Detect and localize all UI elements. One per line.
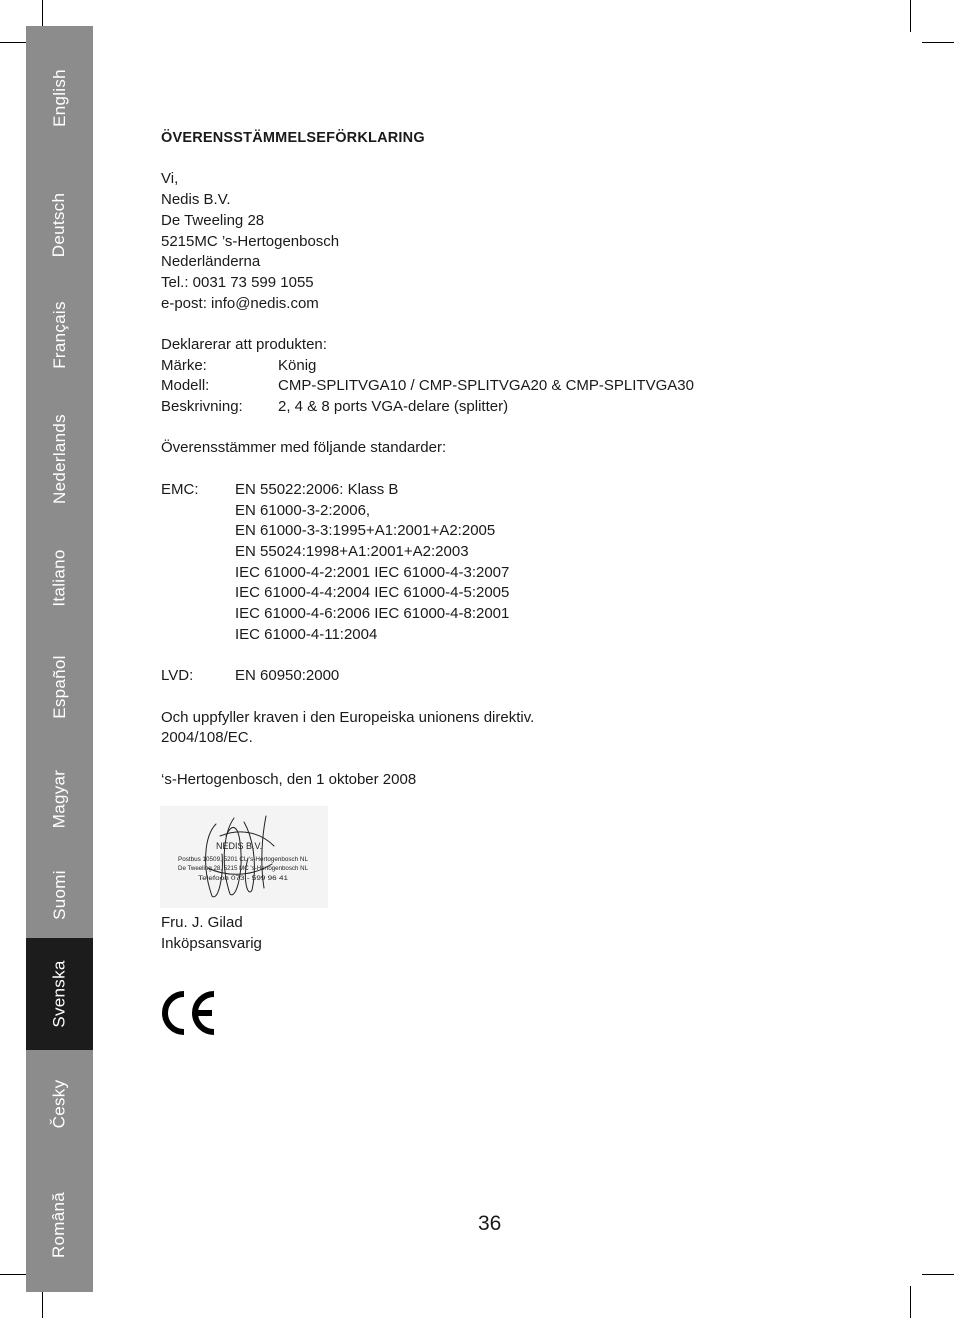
language-sidebar: [26, 26, 93, 1292]
tab-label: Suomi: [49, 870, 69, 920]
stamp-company: NEDIS B.V.: [216, 841, 263, 851]
emc-standard: EN 61000-3-3:1995+A1:2001+A2:2005: [235, 522, 496, 540]
tab-label: Magyar: [49, 769, 69, 829]
product-description-row: [161, 397, 861, 418]
address-line: Nederländerna: [161, 253, 261, 271]
directive-number: 2004/108/EC.: [161, 729, 253, 747]
emc-standard: IEC 61000-4-11:2004: [235, 625, 378, 643]
tab-svenska[interactable]: [26, 938, 93, 1050]
tab-english[interactable]: [26, 26, 93, 169]
lvd-row: [161, 666, 861, 687]
address-line: Vi,: [161, 170, 179, 188]
description-value: 2, 4 & 8 ports VGA-delare (splitter): [278, 398, 509, 416]
address-line: Nedis B.V.: [161, 191, 231, 209]
page-number: 36: [478, 1212, 502, 1235]
tab-label: English: [49, 68, 69, 127]
emc-standard: EN 55022:2006: Klass B: [235, 480, 399, 498]
emc-standard: IEC 61000-4-4:2004 IEC 61000-4-5:2005: [235, 584, 510, 602]
tab-francais[interactable]: [26, 280, 93, 390]
tab-label: Česky: [49, 1079, 69, 1129]
signature-stamp: [160, 806, 328, 908]
tab-label: Français: [49, 301, 69, 369]
lvd-label: LVD:: [161, 667, 194, 685]
tab-label: Nederlands: [49, 414, 69, 504]
emc-standard: IEC 61000-4-6:2006 IEC 61000-4-8:2001: [235, 605, 510, 623]
tab-magyar[interactable]: [26, 746, 93, 852]
declaration-document: [161, 128, 861, 790]
tab-label: Svenska: [49, 960, 69, 1028]
tab-nederlands[interactable]: [26, 390, 93, 528]
crop-mark: [922, 1274, 954, 1275]
tab-romana[interactable]: [26, 1158, 93, 1292]
tab-label: Română: [49, 1191, 69, 1259]
stamp-line: Telefoon 073 - 599 96 41: [198, 875, 289, 882]
product-intro: Deklarerar att produkten:: [161, 336, 327, 353]
tab-label: Español: [49, 655, 69, 719]
address-line: 5215MC ’s-Hertogenbosch: [161, 232, 340, 250]
crop-mark: [910, 1286, 911, 1318]
tab-espanol[interactable]: [26, 628, 93, 746]
model-label: Modell:: [161, 377, 210, 395]
description-label: Beskrivning:: [161, 398, 243, 416]
crop-mark: [910, 0, 911, 32]
emc-label: EMC:: [161, 480, 199, 498]
document-title: ÖVERENSSTÄMMELSEFÖRKLARING: [161, 130, 425, 146]
tab-italiano[interactable]: [26, 528, 93, 628]
signature-image: [160, 806, 328, 908]
emc-standard: EN 61000-3-2:2006,: [235, 501, 371, 519]
signer-title: Inköpsansvarig: [161, 934, 262, 952]
address-line: De Tweeling 28: [161, 211, 265, 229]
lvd-standard: EN 60950:2000: [235, 667, 340, 685]
tab-label: Deutsch: [49, 192, 69, 257]
tab-cesky[interactable]: [26, 1050, 93, 1158]
tab-deutsch[interactable]: [26, 169, 93, 280]
brand-label: Märke:: [161, 356, 207, 374]
product-brand-row: [161, 356, 861, 377]
place-date: ‘s-Hertogenbosch, den 1 oktober 2008: [161, 770, 417, 788]
tab-label: Italiano: [49, 549, 69, 607]
address-line: Tel.: 0031 73 599 1055: [161, 273, 314, 291]
emc-row: [161, 480, 861, 501]
signer-block: [161, 913, 262, 954]
crop-mark: [922, 42, 954, 43]
directive-text: Och uppfyller kraven i den Europeiska unionens direktiv.: [161, 708, 535, 726]
model-value: CMP-SPLITVGA10 / CMP-SPLITVGA20 & CMP-SPLITVGA30: [278, 377, 694, 395]
address-line: e-post: info@nedis.com: [161, 294, 319, 312]
stamp-line: Postbus 10509, 5201 CL 's-Hertogenbosch NL: [178, 856, 309, 863]
tab-suomi[interactable]: [26, 852, 93, 938]
brand-value: König: [278, 356, 317, 374]
stamp-line: De Tweeling 28, 5215 MC 's-Hertogenbosch NL: [178, 865, 309, 872]
manufacturer-address: [161, 169, 861, 314]
emc-standard: EN 55024:1998+A1:2001+A2:2003: [235, 542, 469, 560]
emc-standard: IEC 61000-4-2:2001 IEC 61000-4-3:2007: [235, 563, 510, 581]
signer-name: Fru. J. Gilad: [161, 914, 243, 931]
ce-mark-icon: [160, 990, 218, 1036]
standards-intro: Överensstämmer med följande standarder:: [161, 439, 447, 457]
product-model-row: [161, 376, 861, 397]
